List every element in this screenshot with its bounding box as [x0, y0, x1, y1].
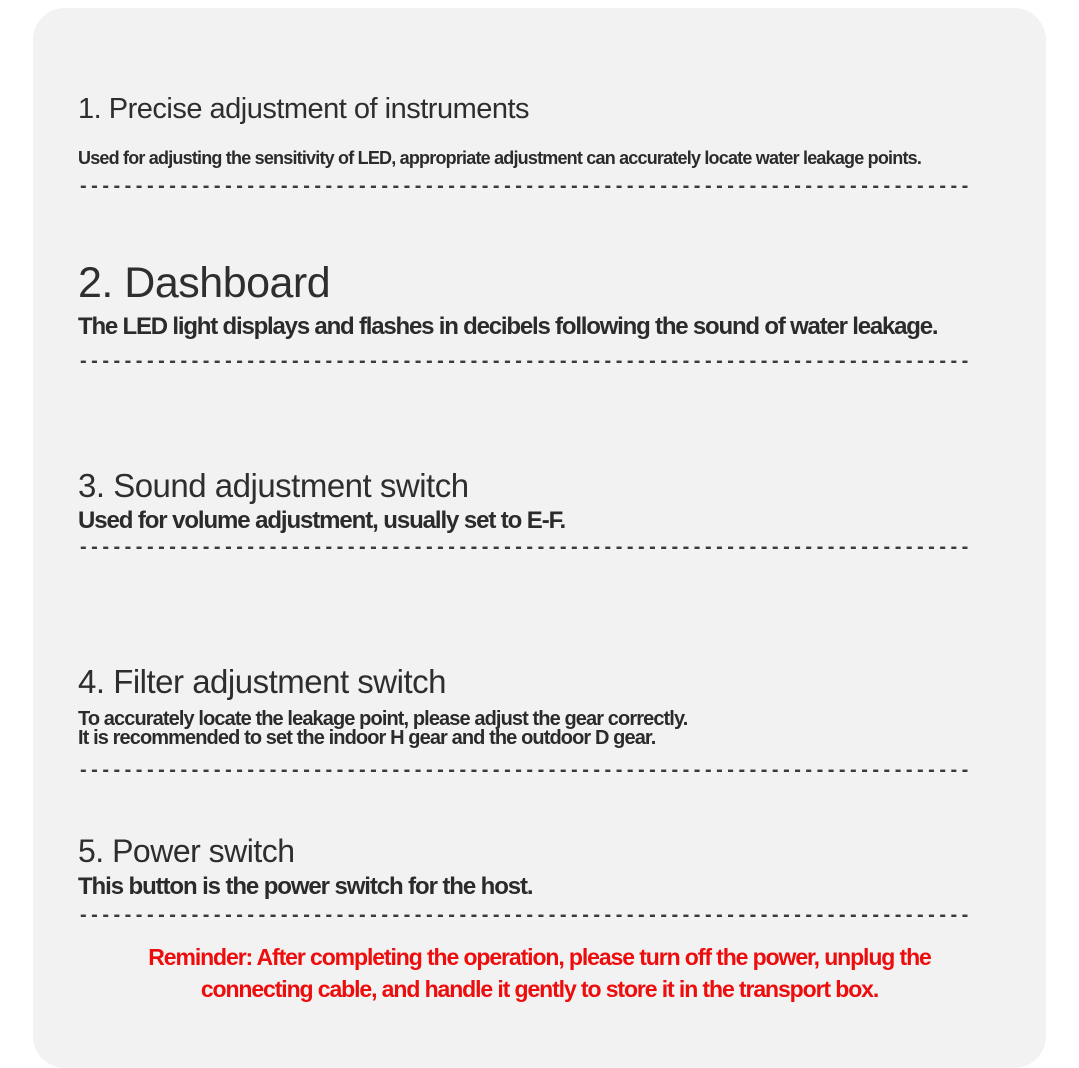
section-4-body-line-1: To accurately locate the leakage point, please adjust the gear correctly. [78, 708, 688, 730]
section-5-title: 5. Power switch [78, 833, 295, 869]
section-3-body: Used for volume adjustment, usually set to E-F. [78, 507, 566, 534]
reminder-line-1: Reminder: After completing the operation, please turn off the power, unplug the [148, 944, 931, 970]
dashed-divider: -------------------------------------------------------------------------------- [80, 540, 973, 556]
dashed-divider: -------------------------------------------------------------------------------- [80, 354, 973, 370]
section-5-power-switch [78, 833, 1035, 924]
section-4-title: 4. Filter adjustment switch [78, 663, 446, 700]
section-1-body: Used for adjusting the sensitivity of LED, appropriate adjustment can accurately locate water leakage points. [78, 148, 922, 168]
dashed-divider: -------------------------------------------------------------------------------- [80, 763, 973, 779]
section-3-sound-adjustment-switch [78, 466, 1035, 556]
section-4-body-line-2: It is recommended to set the indoor H gear and the outdoor D gear. [78, 727, 656, 749]
section-2-body: The LED light displays and flashes in decibels following the sound of water leakage. [78, 313, 938, 340]
dashed-divider: -------------------------------------------------------------------------------- [80, 908, 973, 924]
reminder-text [60, 941, 1019, 1005]
section-2-title: 2. Dashboard [78, 259, 331, 307]
dashed-divider: -------------------------------------------------------------------------------- [80, 179, 973, 195]
section-3-title: 3. Sound adjustment switch [78, 467, 469, 504]
section-1-title: 1. Precise adjustment of instruments [78, 93, 530, 125]
section-1-precise-adjustment [78, 92, 1035, 195]
reminder-line-2: connecting cable, and handle it gently to store it in the transport box. [200, 976, 879, 1002]
section-2-dashboard [78, 258, 1035, 370]
section-5-body: This button is the power switch for the host. [78, 873, 533, 900]
section-4-filter-adjustment-switch [78, 662, 1035, 779]
